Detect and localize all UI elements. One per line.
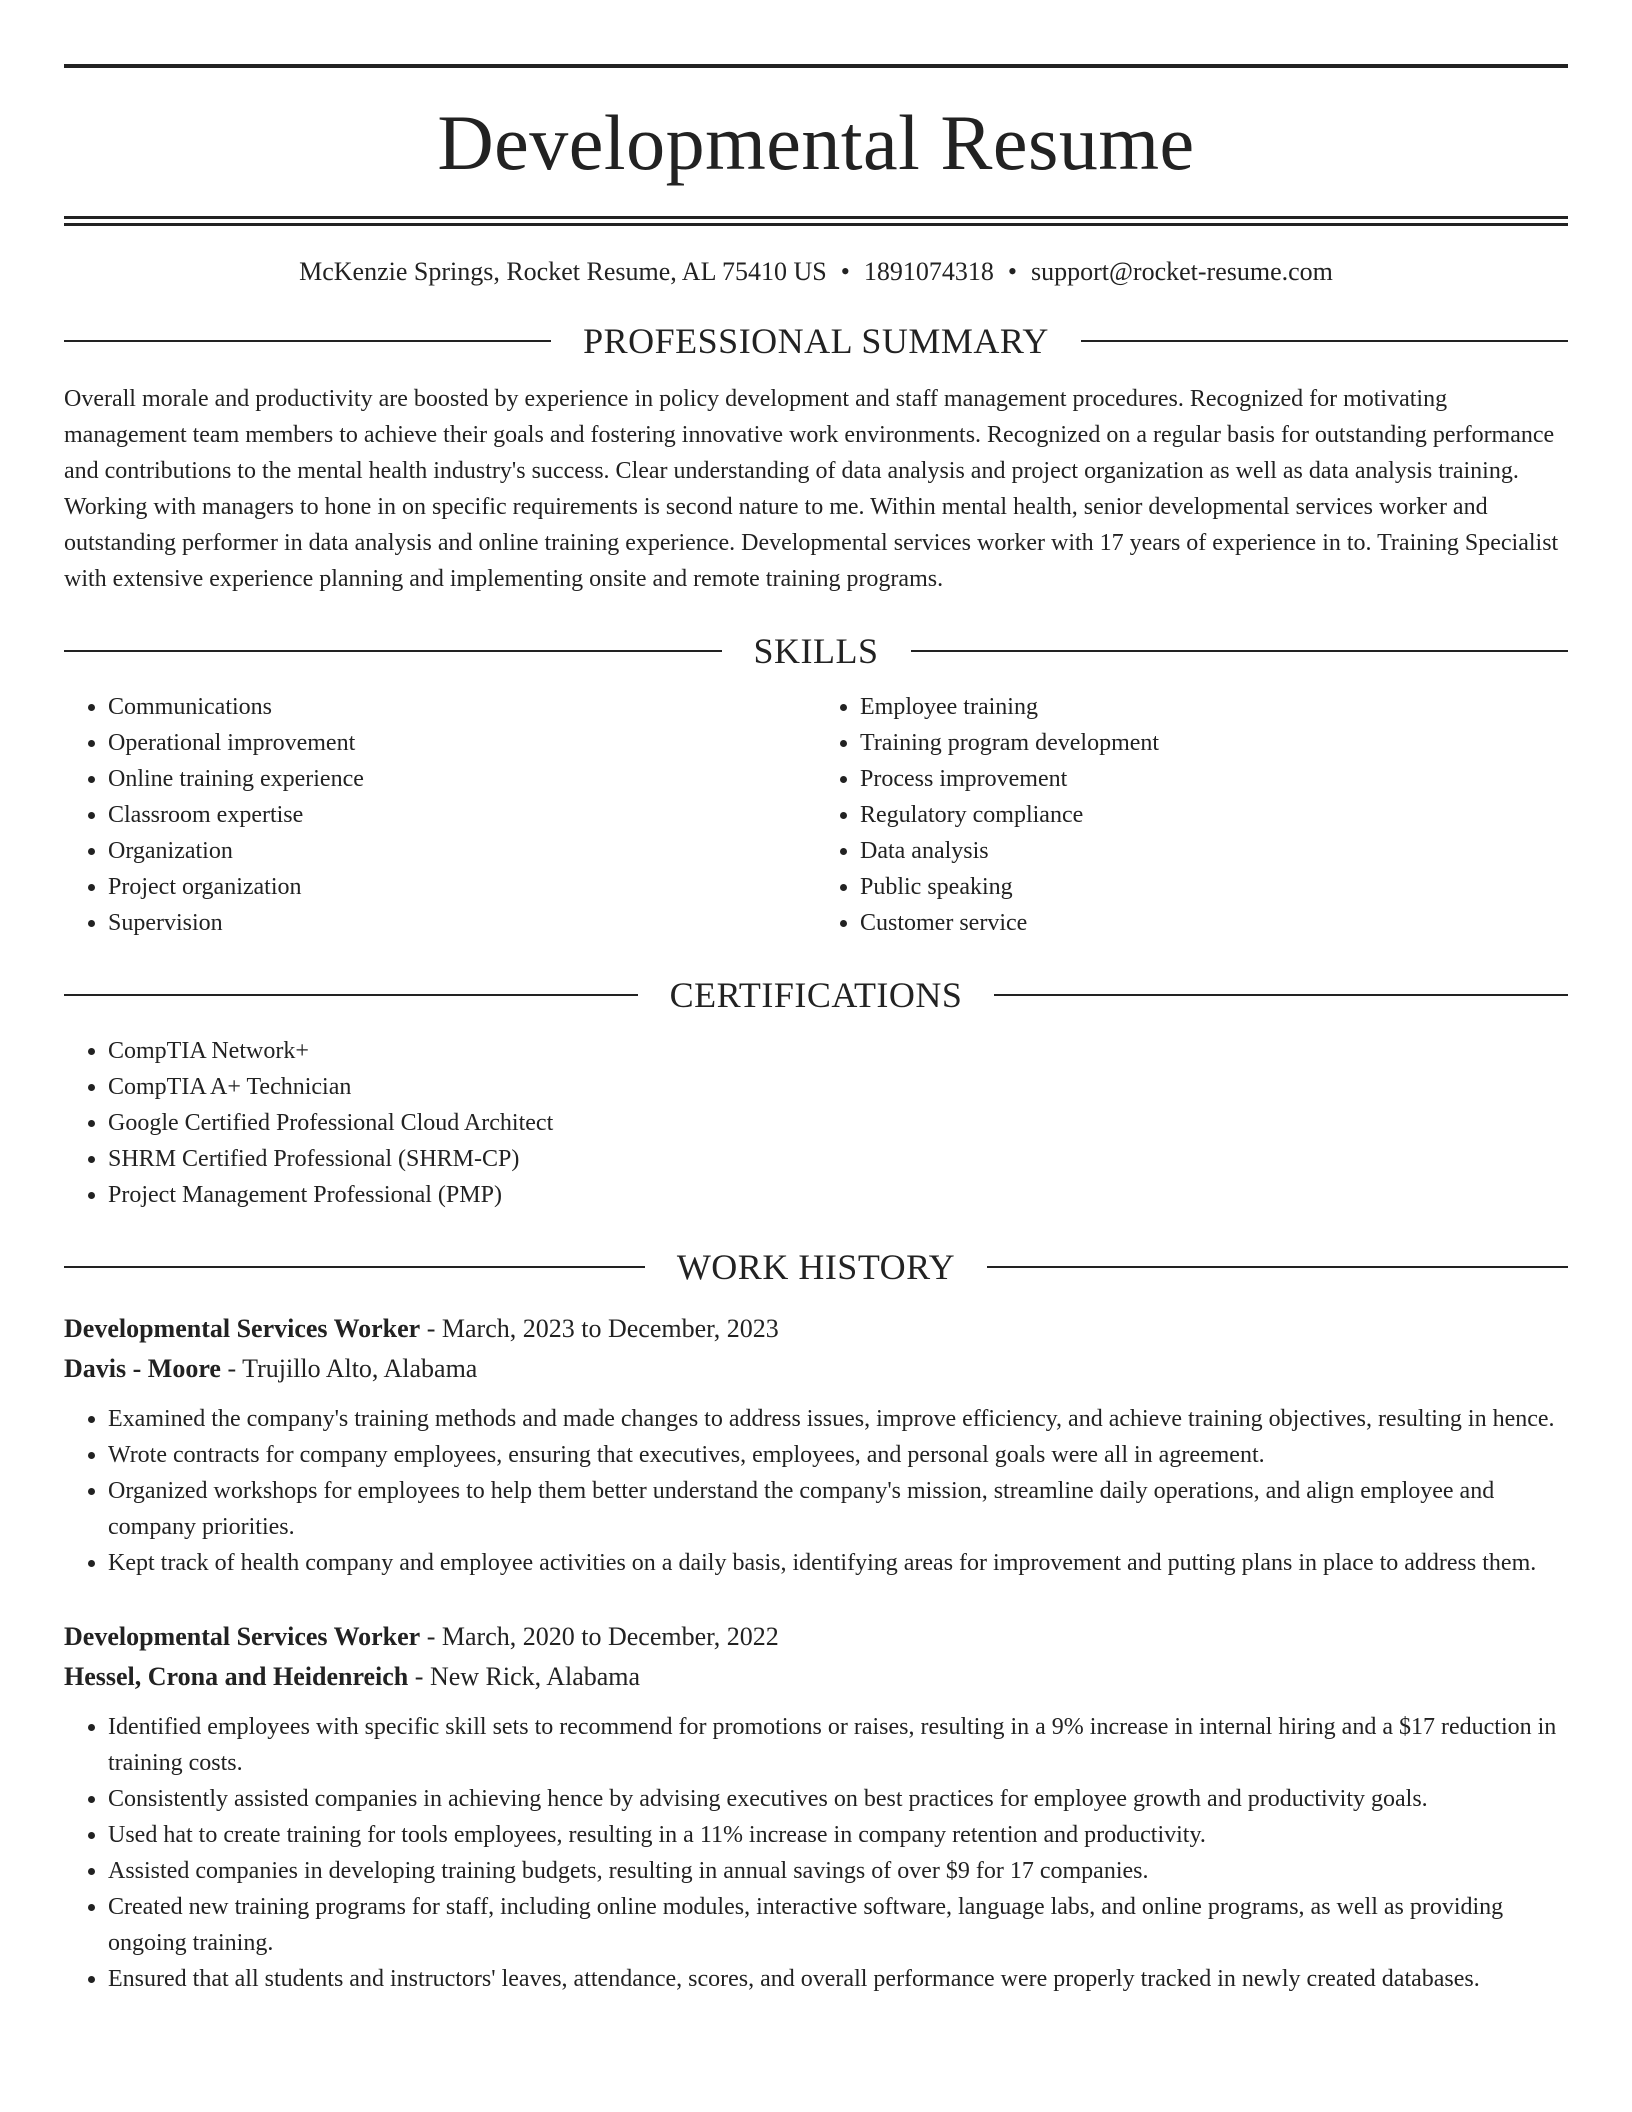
skill-item: • Classroom expertise	[108, 797, 816, 833]
skill-item: • Process improvement	[860, 761, 1568, 797]
resume-page	[64, 64, 1568, 1997]
job-entry	[64, 1309, 1568, 1581]
skill-item: • Online training experience	[108, 761, 816, 797]
certification-item: • CompTIA A+ Technician	[108, 1069, 1568, 1105]
heading-rule	[987, 1266, 1568, 1268]
contact-address: McKenzie Springs, Rocket Resume, AL 75410 US	[299, 257, 827, 286]
contact-separator: •	[1007, 257, 1017, 286]
skill-item: • Employee training	[860, 689, 1568, 725]
skill-item: • Communications	[108, 689, 816, 725]
top-rule	[64, 64, 1568, 68]
job-bullet: • Ensured that all students and instructors' leaves, attendance, scores, and overall performance were properly tracked in newly created databases.	[108, 1961, 1568, 1997]
skills-heading-row	[64, 631, 1568, 672]
certification-item: • Google Certified Professional Cloud Architect	[108, 1105, 1568, 1141]
contact-email: support@rocket-resume.com	[1030, 257, 1333, 286]
job-bullet: • Created new training programs for staff, including online modules, interactive software, language labs, and online programs, as well as providing ongoing training.	[108, 1889, 1568, 1961]
summary-heading-row	[64, 321, 1568, 362]
job-bullets	[64, 1709, 1568, 1997]
job-title: Developmental Services Worker	[64, 1314, 421, 1344]
certification-item: • Project Management Professional (PMP)	[108, 1177, 1568, 1213]
job-bullet: • Examined the company's training methods and made changes to address issues, improve efficiency, and achieve training objectives, resulting in hence.	[108, 1401, 1568, 1437]
resume-title: Developmental Resume	[437, 99, 1195, 186]
job-location: - Trujillo Alto, Alabama	[220, 1354, 478, 1384]
skill-item: • Public speaking	[860, 869, 1568, 905]
heading-rule	[64, 1266, 645, 1268]
title-double-rule	[64, 216, 1568, 226]
job-company: Davis - Moore	[64, 1354, 221, 1384]
job-bullet: • Identified employees with specific skill sets to recommend for promotions or raises, resulting in a 9% increase in internal hiring and a $17 reduction in training costs.	[108, 1709, 1568, 1781]
heading-rule	[64, 994, 638, 996]
certifications-heading-row	[64, 975, 1568, 1016]
skill-item: • Supervision	[108, 905, 816, 941]
job-bullet: • Wrote contracts for company employees, ensuring that executives, employees, and personal goals were all in agreement.	[108, 1437, 1568, 1473]
job-bullet: • Organized workshops for employees to help them better understand the company's mission, streamline daily operations, and align employee and company priorities.	[108, 1473, 1568, 1545]
job-bullet: • Kept track of health company and employee activities on a daily basis, identifying areas for improvement and putting plans in place to address them.	[108, 1545, 1568, 1581]
heading-rule	[64, 650, 722, 652]
heading-rule	[994, 994, 1568, 996]
skills-heading: SKILLS	[753, 631, 879, 672]
skill-item: • Operational improvement	[108, 725, 816, 761]
job-bullets	[64, 1401, 1568, 1581]
summary-text: Overall morale and productivity are boosted by experience in policy development and staff management procedures. Recognized for motivating management team members to achieve their goals and fostering innovative work environments. Recognized on a regular basis for outstanding performance and contributions to the mental health industry's success. Clear understanding of data analysis and project organization as well as data analysis training. Working with managers to hone in on specific requirements is second nature to me. Within mental health, senior developmental services worker and outstanding performer in data analysis and online training experience. Developmental services worker with 17 years of experience in to. Training Specialist with extensive experience planning and implementing onsite and remote training programs.	[64, 386, 1559, 593]
job-dates: - March, 2023 to December, 2023	[420, 1314, 779, 1344]
skill-item: • Regulatory compliance	[860, 797, 1568, 833]
contact-line	[64, 256, 1568, 287]
job-title-line	[64, 1617, 1568, 1657]
heading-rule	[64, 340, 551, 342]
work-heading-row	[64, 1247, 1568, 1288]
job-company-line	[64, 1349, 1568, 1389]
certification-item: • CompTIA Network+	[108, 1033, 1568, 1069]
heading-rule	[1081, 340, 1568, 342]
skill-item: • Customer service	[860, 905, 1568, 941]
job-entry	[64, 1617, 1568, 1997]
skills-list	[64, 689, 1568, 941]
job-location: - New Rick, Alabama	[408, 1662, 641, 1692]
skills-column-left	[64, 689, 816, 941]
contact-separator: •	[840, 257, 850, 286]
contact-phone: 1891074318	[863, 257, 994, 286]
work-heading: WORK HISTORY	[676, 1247, 956, 1288]
job-dates: - March, 2020 to December, 2022	[420, 1622, 779, 1652]
job-bullet: • Consistently assisted companies in achieving hence by advising executives on best practices for employee growth and productivity goals.	[108, 1781, 1568, 1817]
summary-heading: PROFESSIONAL SUMMARY	[583, 321, 1049, 362]
certification-item: • SHRM Certified Professional (SHRM-CP)	[108, 1141, 1568, 1177]
heading-rule	[911, 650, 1569, 652]
skill-item: • Data analysis	[860, 833, 1568, 869]
skills-column-right	[816, 689, 1568, 941]
job-title-line	[64, 1309, 1568, 1349]
skill-item: • Project organization	[108, 869, 816, 905]
job-title: Developmental Services Worker	[64, 1622, 421, 1652]
job-company: Hessel, Crona and Heidenreich	[64, 1662, 409, 1692]
certifications-heading: CERTIFICATIONS	[669, 975, 963, 1016]
job-company-line	[64, 1657, 1568, 1697]
job-bullet: • Assisted companies in developing training budgets, resulting in annual savings of over $9 for 17 companies.	[108, 1853, 1568, 1889]
skill-item: • Organization	[108, 833, 816, 869]
skill-item: • Training program development	[860, 725, 1568, 761]
job-bullet: • Used hat to create training for tools employees, resulting in a 11% increase in company retention and productivity.	[108, 1817, 1568, 1853]
certifications-list	[64, 1033, 1568, 1213]
